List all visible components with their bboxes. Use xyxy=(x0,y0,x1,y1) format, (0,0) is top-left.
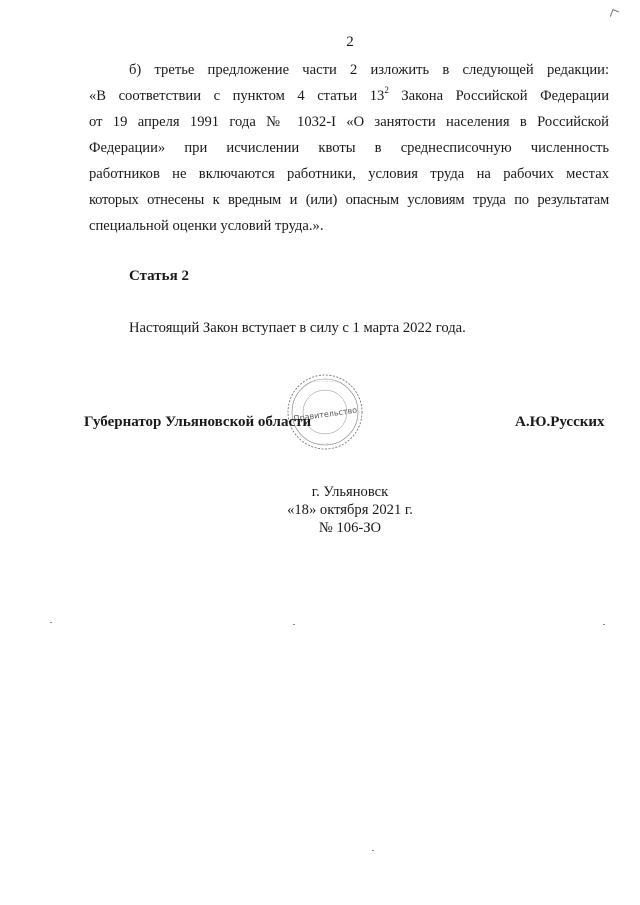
law-number: № 106-ЗО xyxy=(318,520,382,536)
svg-text:· · · · · · · · ·: · · · · · · · · · xyxy=(314,441,336,446)
governor-title: Губернатор Ульяновской области xyxy=(84,414,312,430)
amendment-paragraph xyxy=(89,57,609,239)
scan-speck xyxy=(50,622,52,623)
superscript: 2 xyxy=(384,85,389,96)
enactment-text: Настоящий Закон вступает в силу с 1 марта 2022 года. xyxy=(129,320,466,336)
amendment-line: специальной оценки условий труда.». xyxy=(89,218,324,234)
page-number: 2 xyxy=(346,34,354,50)
amendment-line: б) третье предложение части 2 изложить в следующей редакции: xyxy=(129,62,609,78)
governor-name: А.Ю.Русских xyxy=(515,414,605,430)
official-seal-stamp xyxy=(285,373,365,451)
scan-speck xyxy=(372,850,374,851)
scan-speck xyxy=(603,624,605,625)
amendment-line: от 19 апреля 1991 года № 1032-I «О занятости населения в Российской xyxy=(89,114,609,130)
scan-speck xyxy=(293,624,295,625)
amendment-line: которых отнесены к вредным и (или) опасным условиям труда по результатам xyxy=(89,192,609,208)
place-date: «18» октября 2021 г. xyxy=(287,502,413,518)
svg-text:· · · · · · · · ·: · · · · · · · · · xyxy=(314,379,336,384)
svg-text:Правительство: Правительство xyxy=(293,405,358,424)
amendment-line: «В соответствии с пунктом 4 статьи $13^2$ Закона Российской Федерации xyxy=(89,85,610,104)
article-heading: Статья 2 xyxy=(129,268,189,284)
amendment-line: работников не включаются работники, условия труда на рабочих местах xyxy=(89,166,609,182)
amendment-line: Федерации» при исчислении квоты в среднесписочную численность xyxy=(89,140,609,156)
scan-corner-mark xyxy=(610,9,619,19)
place-city: г. Ульяновск xyxy=(311,484,389,500)
